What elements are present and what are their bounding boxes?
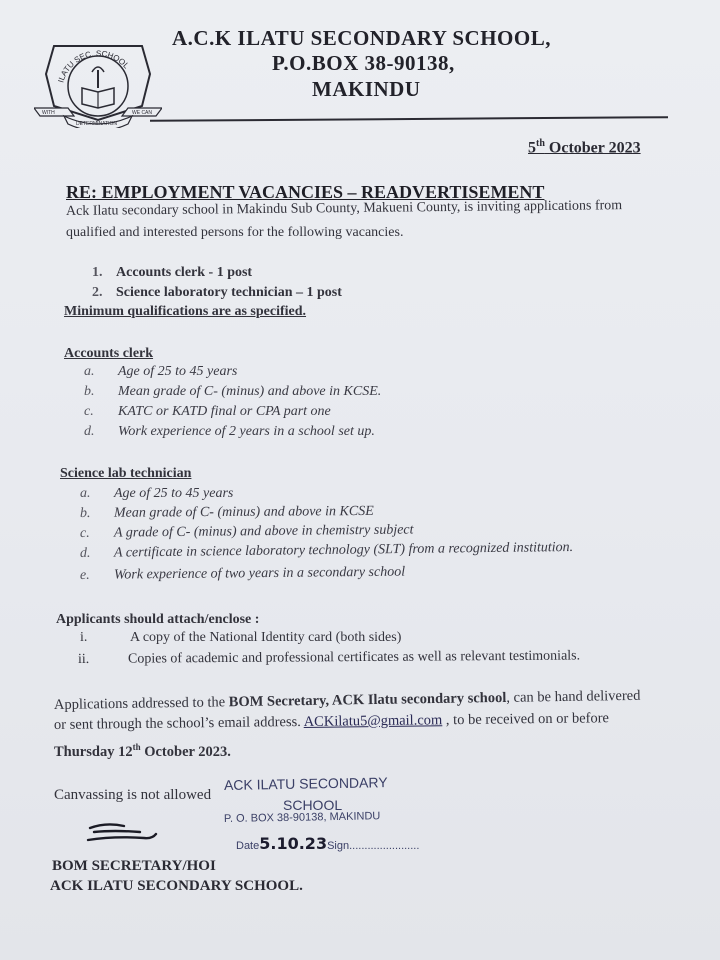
min-qualifications-note: Minimum qualifications are as specified. xyxy=(64,304,307,319)
letter-date: 5th October 2023 xyxy=(528,138,641,157)
re-title: RE: EMPLOYMENT VACANCIES – READVERTISEMENT xyxy=(66,182,545,202)
logo-arc-text: ILATU SEC. SCHOOL xyxy=(56,48,131,84)
accounts-clerk-req-b: b. Mean grade of C- (minus) and above in KCSE. xyxy=(84,384,382,399)
science-lab-req-d: d. A certificate in science laboratory technology (SLT) from a recognized institution. xyxy=(79,539,574,561)
accounts-clerk-req-d: d. Work experience of 2 years in a school set up. xyxy=(84,424,375,439)
science-lab-req-c: c. A grade of C- (minus) and above in chemistry subject xyxy=(79,522,414,541)
stamp-line-1: ACK ILATU SECONDARY xyxy=(223,774,388,793)
science-lab-req-e: e. Work experience of two years in a secondary school xyxy=(79,564,406,583)
vacancy-item-2: 2. Science laboratory technician – 1 post xyxy=(92,285,342,300)
school-logo xyxy=(34,36,162,128)
intro-line-2: qualified and interested persons for the following vacancies. xyxy=(66,225,404,240)
school-name: A.C.K ILATU SECONDARY SCHOOL, xyxy=(172,26,551,50)
school-email[interactable]: ACKilatu5@gmail.com xyxy=(303,712,443,730)
stamp-line-2: SCHOOL xyxy=(283,797,343,813)
vacancy-item-1: 1. Accounts clerk - 1 post xyxy=(92,265,253,280)
accounts-clerk-req-c: c. KATC or KATD final or CPA part one xyxy=(84,404,331,419)
applications-deadline: Thursday 12th October 2023. xyxy=(54,742,231,760)
stamp-date-sign: Date5.10.23Sign....................... xyxy=(236,834,420,853)
attach-item-1: i. A copy of the National Identity card (both sides) xyxy=(80,630,402,645)
canvassing-note: Canvassing is not allowed xyxy=(54,787,212,803)
logo-ribbon-left: WITH xyxy=(42,110,55,116)
signoff-school: ACK ILATU SECONDARY SCHOOL. xyxy=(50,878,303,894)
handwritten-signature xyxy=(84,818,164,846)
science-lab-req-b: b. Mean grade of C- (minus) and above in KCSE xyxy=(79,503,374,521)
signoff-title: BOM SECRETARY/HOI xyxy=(52,858,216,874)
accounts-clerk-req-a: a. Age of 25 to 45 years xyxy=(84,364,238,379)
school-pobox: P.O.BOX 38-90138, xyxy=(272,51,455,75)
accounts-clerk-heading: Accounts clerk xyxy=(64,346,154,361)
letterhead-divider xyxy=(150,116,668,122)
logo-ribbon-right: WE CAN xyxy=(132,110,152,116)
science-lab-req-a: a. Age of 25 to 45 years xyxy=(80,486,234,501)
attach-item-2: ii. Copies of academic and professional certificates as well as relevant testimonials. xyxy=(77,648,581,667)
applications-line-1: Applications addressed to the BOM Secretary, ACK Ilatu secondary school, can be hand delivered xyxy=(53,687,641,713)
attach-heading: Applicants should attach/enclose : xyxy=(56,612,260,627)
school-town: MAKINDU xyxy=(312,77,421,101)
logo-ribbon-bottom: DETERMINATION xyxy=(76,121,118,127)
intro-line-1: Ack Ilatu secondary school in Makindu Sub County, Makueni County, is inviting applications from xyxy=(65,198,623,219)
science-lab-heading: Science lab technician xyxy=(60,466,192,481)
stamp-line-3: P. O. BOX 38-90138, MAKINDU xyxy=(223,810,381,825)
applications-line-2: or sent through the school’s email address. ACKilatu5@gmail.com , to be received on or before xyxy=(53,710,610,733)
